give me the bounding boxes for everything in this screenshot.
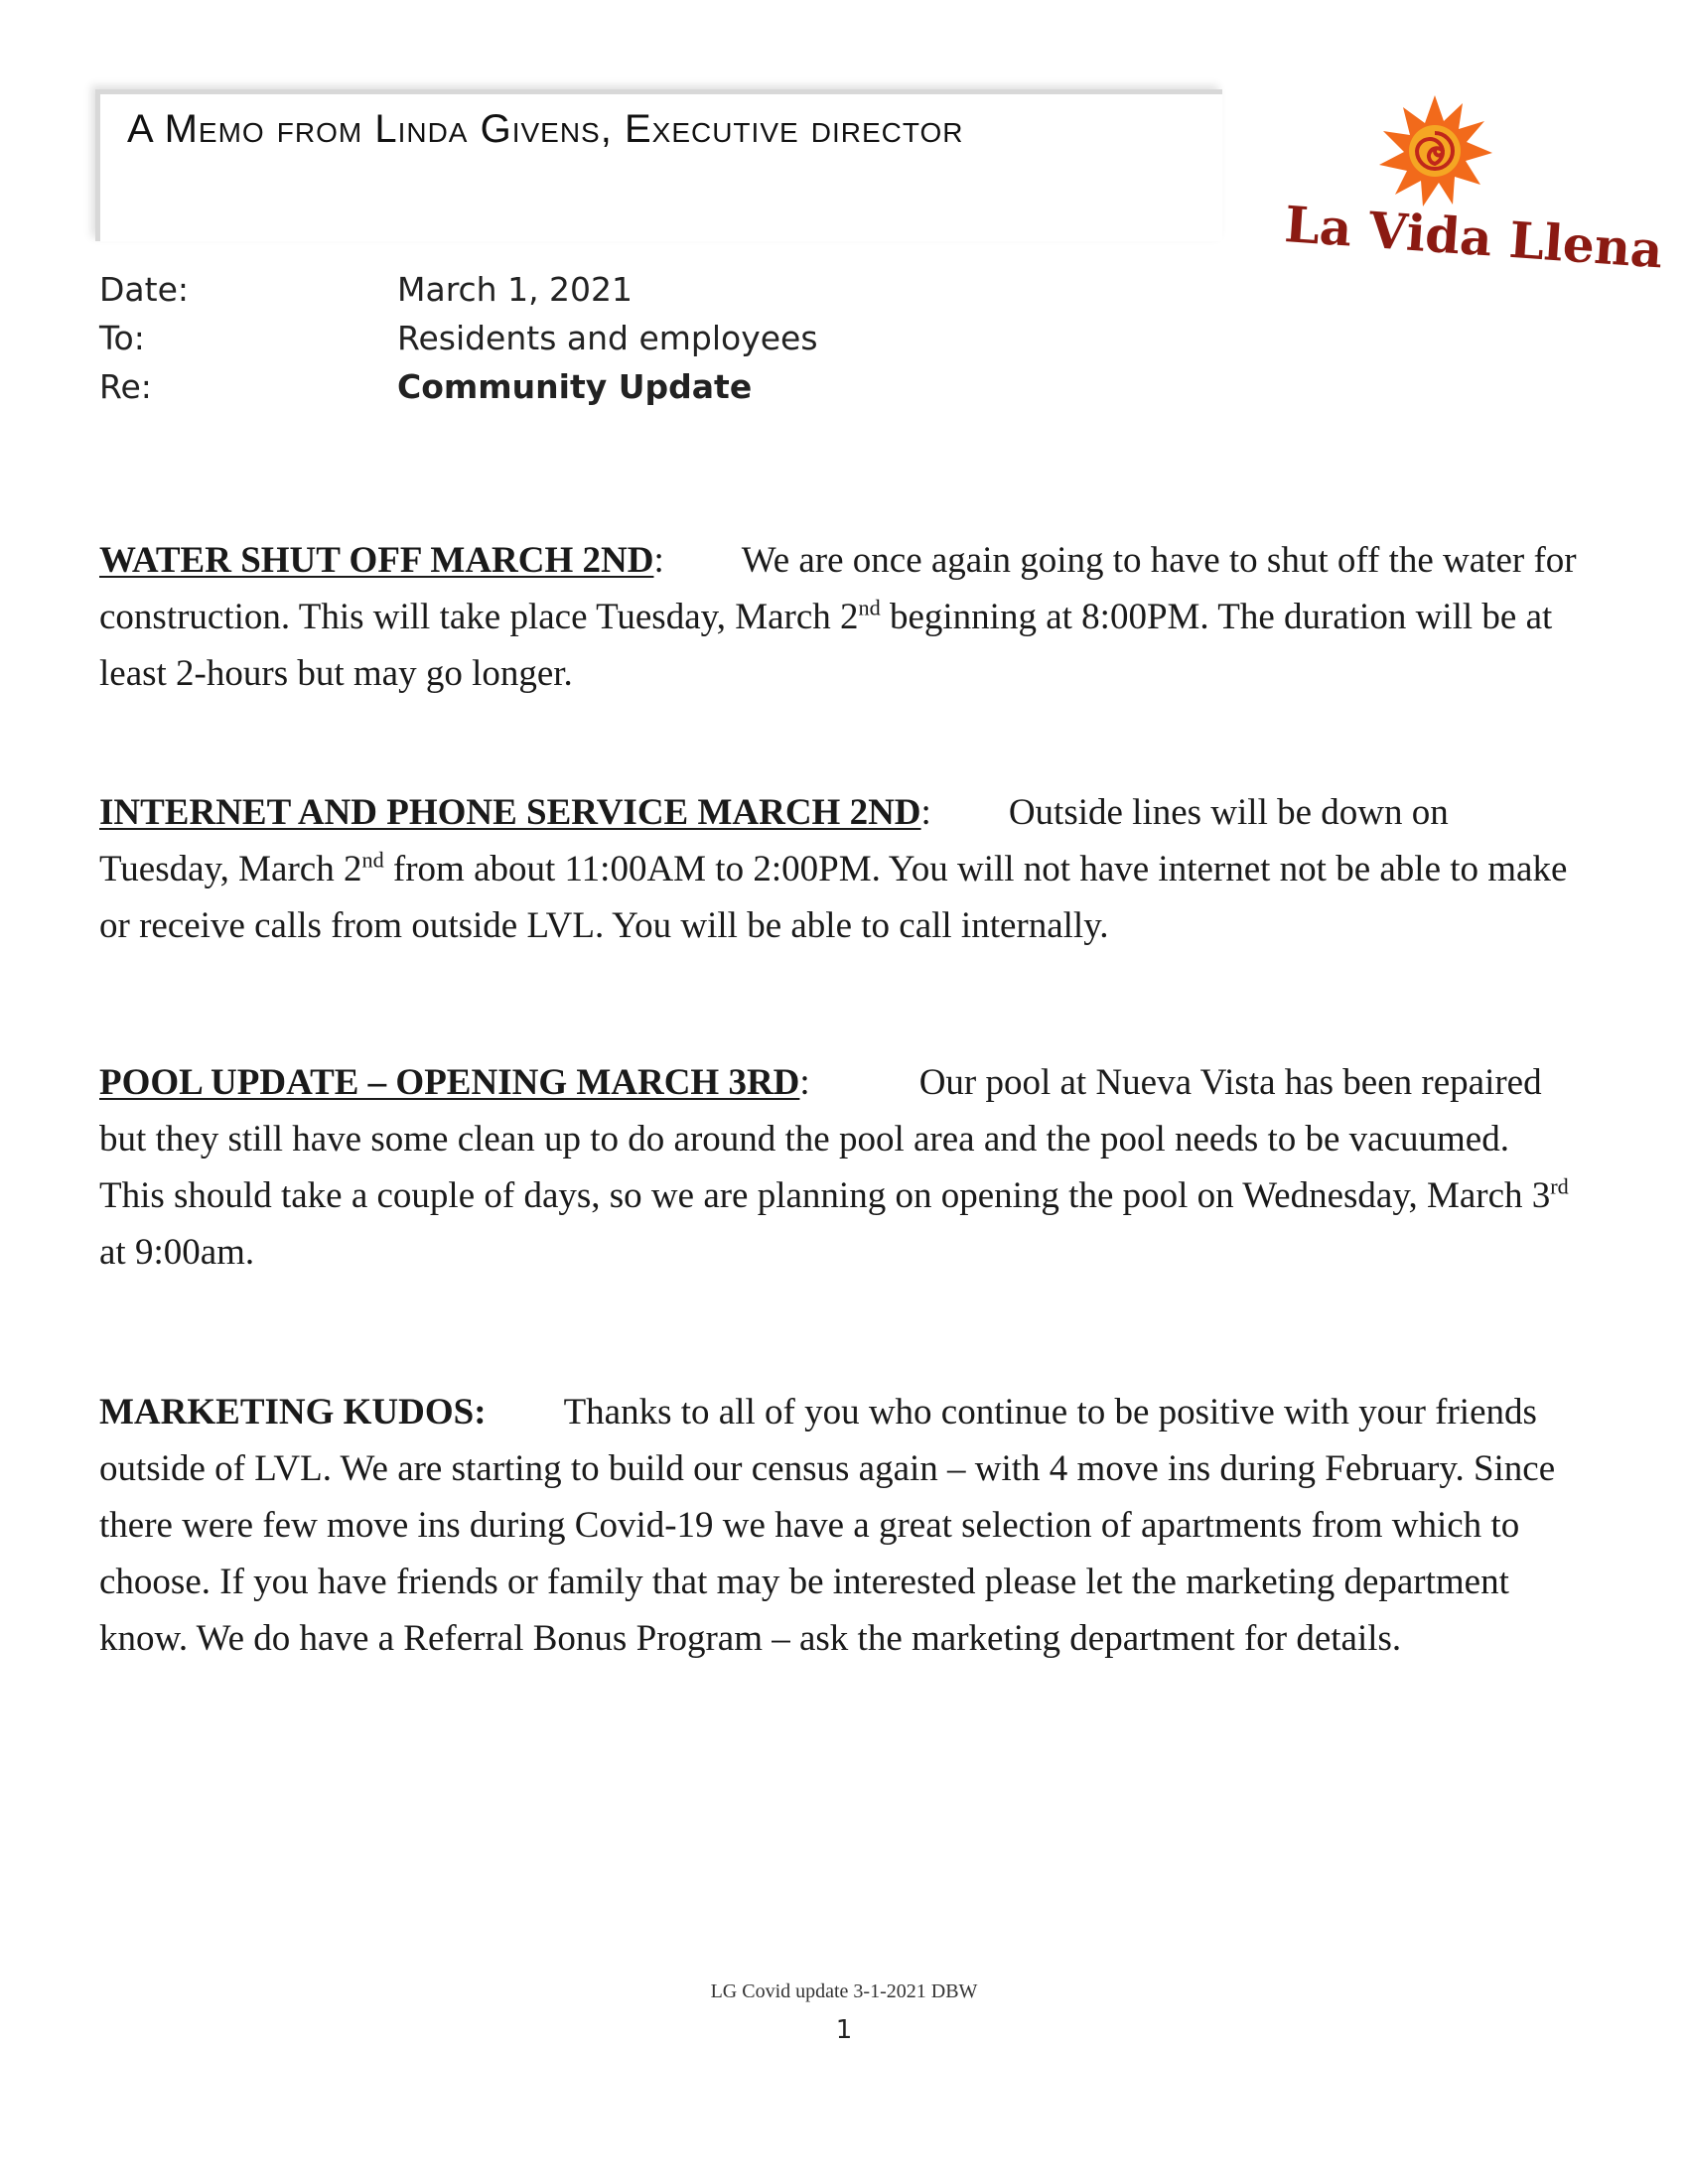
pool-update-body-cont: at 9:00am. bbox=[99, 1232, 255, 1273]
internet-phone-ordinal: nd bbox=[361, 847, 384, 873]
to-value: Residents and employees bbox=[397, 319, 818, 357]
to-label: To: bbox=[99, 319, 145, 357]
sun-icon bbox=[1370, 91, 1499, 210]
heading-colon: : bbox=[653, 540, 664, 581]
organization-logo bbox=[1281, 91, 1665, 280]
marketing-kudos-section bbox=[99, 1384, 1579, 1667]
date-value: March 1, 2021 bbox=[397, 270, 633, 309]
pool-update-section bbox=[99, 1054, 1579, 1281]
memo-title: A Memo from Linda Givens, Executive director bbox=[127, 107, 964, 151]
marketing-kudos-heading: MARKETING KUDOS: bbox=[99, 1392, 487, 1433]
footer-note: LG Covid update 3-1-2021 DBW bbox=[710, 1980, 978, 2002]
pool-update-body: Our pool at Nueva Vista has been repaired but they still have some clean up to do around the pool area and the pool needs to be vacuumed. This should take a couple of days, so we are planning on opening the pool on Wednesday, March 3 bbox=[99, 1062, 1551, 1216]
water-shutoff-heading: WATER SHUT OFF MARCH 2ND bbox=[99, 540, 654, 581]
water-shutoff-body: We are once again going to have to shut off the water for construction. This will take place Tuesday, March 2 bbox=[99, 540, 1577, 637]
water-shutoff-ordinal: nd bbox=[858, 595, 881, 620]
internet-phone-body: Outside lines will be down on Tuesday, March 2 bbox=[99, 792, 1449, 889]
to-row bbox=[99, 319, 818, 367]
date-row bbox=[99, 270, 818, 319]
re-value: Community Update bbox=[397, 367, 753, 406]
internet-phone-heading: INTERNET AND PHONE SERVICE MARCH 2ND bbox=[99, 792, 921, 833]
internet-phone-section bbox=[99, 784, 1579, 954]
date-label: Date: bbox=[99, 270, 189, 309]
marketing-kudos-body: Thanks to all of you who continue to be positive with your friends outside of LVL. We are starting to build our census again – with 4 move ins during February. Since there were few move ins during Covid-19 we have a great selection of apartments from which to choose. If you have friends or family that may be interested please let the marketing department know. We do have a Referral Bonus Program – ask the marketing department for details. bbox=[99, 1392, 1556, 1659]
heading-colon: : bbox=[920, 792, 931, 833]
water-shutoff-section bbox=[99, 532, 1579, 702]
pool-update-ordinal: rd bbox=[1550, 1173, 1569, 1199]
water-shutoff-body-cont: beginning at 8:00PM. The duration will be at least 2-hours but may go longer. bbox=[99, 597, 1553, 694]
re-row bbox=[99, 367, 818, 416]
internet-phone-body-cont: from about 11:00AM to 2:00PM. You will not have internet not be able to make or receive calls from outside LVL. You will be able to call internally. bbox=[99, 849, 1568, 946]
pool-update-heading: POOL UPDATE – OPENING MARCH 3RD bbox=[99, 1062, 800, 1103]
page-number: 1 bbox=[835, 2015, 853, 2045]
memo-header-fields bbox=[99, 270, 818, 416]
re-label: Re: bbox=[99, 367, 152, 406]
logo-wordmark: La Vida Llena bbox=[1282, 195, 1665, 280]
heading-colon: : bbox=[799, 1062, 810, 1103]
